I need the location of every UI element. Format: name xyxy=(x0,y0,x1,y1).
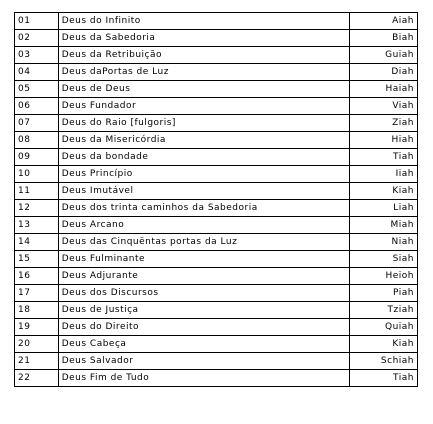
table-row xyxy=(15,200,418,217)
row-number-cell: 06 xyxy=(15,98,59,115)
angel-name-cell: Tziah xyxy=(349,302,417,319)
table-row xyxy=(15,81,418,98)
table-row xyxy=(15,285,418,302)
table-row xyxy=(15,149,418,166)
row-number-cell: 22 xyxy=(15,370,59,387)
angel-name-cell: Tiah xyxy=(349,370,417,387)
angel-name-cell: Tiah xyxy=(349,149,417,166)
angel-name-cell: Niah xyxy=(349,234,417,251)
angel-name-cell: Heioh xyxy=(349,268,417,285)
row-number-cell: 04 xyxy=(15,64,59,81)
divine-name-cell: Deus Imutável xyxy=(58,183,349,200)
divine-name-cell: Deus de Deus xyxy=(58,81,349,98)
row-number-cell: 08 xyxy=(15,132,59,149)
divine-name-cell: Deus Adjurante xyxy=(58,268,349,285)
angel-name-cell: Hiah xyxy=(349,132,417,149)
angel-name-cell: Guiah xyxy=(349,47,417,64)
row-number-cell: 19 xyxy=(15,319,59,336)
angel-name-cell: Quiah xyxy=(349,319,417,336)
divine-name-cell: Deus da bondade xyxy=(58,149,349,166)
divine-name-cell: Deus Fundador xyxy=(58,98,349,115)
row-number-cell: 03 xyxy=(15,47,59,64)
angel-name-cell: Siah xyxy=(349,251,417,268)
table-row xyxy=(15,98,418,115)
divine-name-cell: Deus de Justiça xyxy=(58,302,349,319)
table-row xyxy=(15,353,418,370)
row-number-cell: 05 xyxy=(15,81,59,98)
divine-name-cell: Deus Fulminante xyxy=(58,251,349,268)
row-number-cell: 09 xyxy=(15,149,59,166)
angel-name-cell: Haiah xyxy=(349,81,417,98)
row-number-cell: 16 xyxy=(15,268,59,285)
table-row xyxy=(15,115,418,132)
angel-name-cell: Biah xyxy=(349,30,417,47)
table-row xyxy=(15,234,418,251)
row-number-cell: 02 xyxy=(15,30,59,47)
divine-name-cell: Deus dos trinta caminhos da Sabedoria xyxy=(58,200,349,217)
table-row xyxy=(15,47,418,64)
divine-name-cell: Deus da Misericórdia xyxy=(58,132,349,149)
row-number-cell: 14 xyxy=(15,234,59,251)
divine-name-cell: Deus dos Discursos xyxy=(58,285,349,302)
divine-name-cell: Deus daPortas de Luz xyxy=(58,64,349,81)
angel-name-cell: Ziah xyxy=(349,115,417,132)
angel-name-cell: Kiah xyxy=(349,336,417,353)
table-row xyxy=(15,319,418,336)
row-number-cell: 11 xyxy=(15,183,59,200)
angel-name-cell: Miah xyxy=(349,217,417,234)
divine-name-cell: Deus do Raio [fulgoris] xyxy=(58,115,349,132)
table-row xyxy=(15,302,418,319)
divine-name-cell: Deus da Sabedoria xyxy=(58,30,349,47)
row-number-cell: 21 xyxy=(15,353,59,370)
row-number-cell: 13 xyxy=(15,217,59,234)
angel-name-cell: Kiah xyxy=(349,183,417,200)
table-row xyxy=(15,166,418,183)
divine-name-cell: Deus das Cinquëntas portas da Luz xyxy=(58,234,349,251)
angel-name-cell: Iiah xyxy=(349,166,417,183)
row-number-cell: 10 xyxy=(15,166,59,183)
table-row xyxy=(15,336,418,353)
row-number-cell: 01 xyxy=(15,13,59,30)
angel-name-cell: Schiah xyxy=(349,353,417,370)
divine-name-cell: Deus Cabeça xyxy=(58,336,349,353)
row-number-cell: 15 xyxy=(15,251,59,268)
table-row xyxy=(15,132,418,149)
angel-name-cell: Piah xyxy=(349,285,417,302)
table-row xyxy=(15,251,418,268)
divine-name-cell: Deus do Infinito xyxy=(58,13,349,30)
row-number-cell: 17 xyxy=(15,285,59,302)
table-row xyxy=(15,268,418,285)
divine-names-table xyxy=(14,12,418,387)
divine-name-cell: Deus Arcano xyxy=(58,217,349,234)
table-row xyxy=(15,217,418,234)
table-row xyxy=(15,13,418,30)
row-number-cell: 12 xyxy=(15,200,59,217)
table-row xyxy=(15,64,418,81)
angel-name-cell: Aiah xyxy=(349,13,417,30)
divine-name-cell: Deus da Retribuição xyxy=(58,47,349,64)
row-number-cell: 20 xyxy=(15,336,59,353)
table-row xyxy=(15,370,418,387)
divine-name-cell: Deus do Direito xyxy=(58,319,349,336)
row-number-cell: 07 xyxy=(15,115,59,132)
angel-name-cell: Diah xyxy=(349,64,417,81)
row-number-cell: 18 xyxy=(15,302,59,319)
divine-name-cell: Deus Princípio xyxy=(58,166,349,183)
divine-name-cell: Deus Salvador xyxy=(58,353,349,370)
divine-name-cell: Deus Fim de Tudo xyxy=(58,370,349,387)
table-row xyxy=(15,30,418,47)
table-row xyxy=(15,183,418,200)
angel-name-cell: Liah xyxy=(349,200,417,217)
angel-name-cell: Viah xyxy=(349,98,417,115)
table-body xyxy=(15,13,418,387)
